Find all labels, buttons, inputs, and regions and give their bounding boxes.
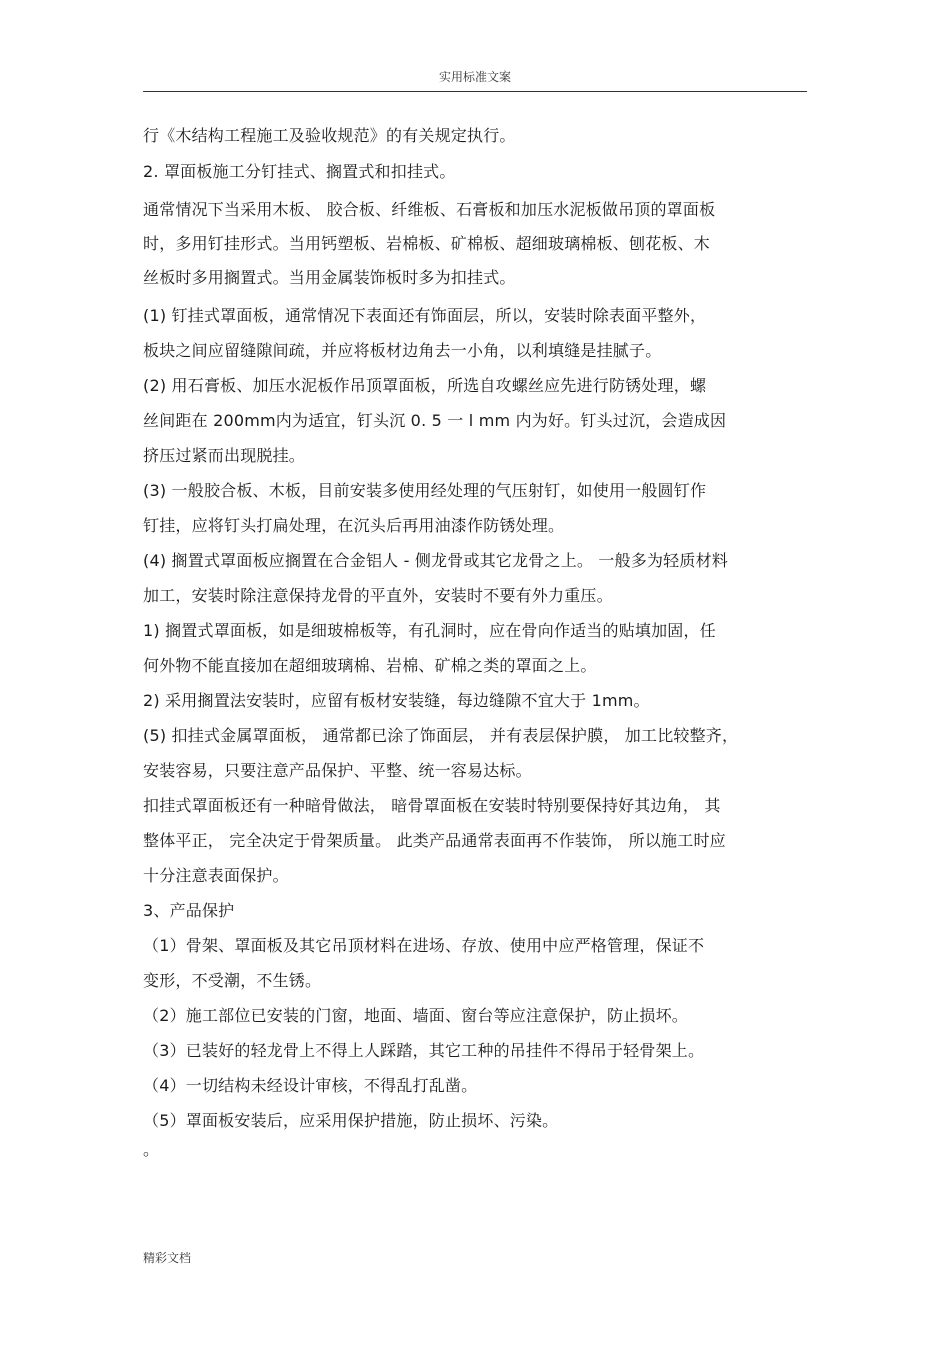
text-line-26: （2）施工部位已安装的门窗，地面、墙面、窗台等应注意保护，防止损坏。: [143, 1006, 688, 1025]
page-header: 实用标准文案: [438, 70, 511, 84]
text-line-17: 2) 采用搁置法安装时，应留有板材安装缝，每边缝隙不宜大于 1mm。: [143, 691, 650, 710]
text-line-29: （5）罩面板安装后，应采用保护措施，防止损坏、污染。: [143, 1111, 559, 1130]
text-line-7: 板块之间应留缝隙间疏，并应将板材边角去一小角，以利填缝是挂腻子。: [143, 341, 662, 360]
text-line-19: 安装容易，只要注意产品保护、平整、统一容易达标。: [143, 761, 532, 780]
text-line-6: (1) 钉挂式罩面板，通常情况下表面还有饰面层，所以，安装时除表面平整外，: [143, 306, 707, 325]
text-line-9: 丝间距在 200mm内为适宜，钉头沉 0. 5 一 l mm 内为好。钉头过沉，会造成因: [143, 411, 727, 430]
text-line-14: 加工，安装时除注意保持龙骨的平直外，安装时不要有外力重压。: [143, 586, 613, 605]
text-line-27: （3）已装好的轻龙骨上不得上人踩踏，其它工种的吊挂件不得吊于轻骨架上。: [143, 1041, 705, 1060]
text-line-10: 挤压过紧而出现脱挂。: [143, 446, 306, 465]
text-line-8: (2) 用石膏板、加压水泥板作吊顶罩面板，所选自攻螺丝应先进行防锈处理，螺: [143, 376, 707, 395]
text-line-4: 时，多用钉挂形式。当用钙塑板、岩棉板、矿棉板、超细玻璃棉板、刨花板、木: [143, 234, 711, 253]
section-heading-product-protection: 3、产品保护: [143, 901, 235, 920]
page-footer: 精彩文档: [143, 1251, 192, 1265]
text-line-13: (4) 搁置式罩面板应搁置在合金铝人 - 侧龙骨或其它龙骨之上。 一般多为轻质材料: [143, 551, 728, 570]
text-line-24: （1）骨架、罩面板及其它吊顶材料在进场、存放、使用中应严格管理，保证不: [143, 936, 705, 955]
text-line-2: 2. 罩面板施工分钉挂式、搁置式和扣挂式。: [143, 162, 456, 181]
text-line-20: 扣挂式罩面板还有一种暗骨做法， 暗骨罩面板在安装时特别要保持好其边角， 其: [143, 796, 721, 815]
text-line-28: （4）一切结构未经设计审核，不得乱打乱凿。: [143, 1076, 478, 1095]
text-line-21: 整体平正， 完全决定于骨架质量。 此类产品通常表面再不作装饰， 所以施工时应: [143, 831, 726, 850]
text-line-5: 丝板时多用搁置式。当用金属装饰板时多为扣挂式。: [143, 268, 516, 287]
document-body: [143, 126, 813, 1160]
header-divider: [143, 91, 807, 92]
text-line-12: 钉挂，应将钉头打扁处理，在沉头后再用油漆作防锈处理。: [143, 516, 565, 535]
text-line-3: 通常情况下当采用木板、 胶合板、纤维板、石膏板和加压水泥板做吊顶的罩面板: [143, 200, 716, 219]
text-line-1: 行《木结构工程施工及验收规范》的有关规定执行。: [143, 126, 516, 145]
text-line-16: 何外物不能直接加在超细玻璃棉、岩棉、矿棉之类的罩面之上。: [143, 656, 597, 675]
text-line-30: 。: [143, 1140, 160, 1159]
text-line-18: (5) 扣挂式金属罩面板， 通常都已涂了饰面层， 并有表层保护膜， 加工比较整齐，: [143, 726, 739, 745]
text-line-11: (3) 一般胶合板、木板，目前安装多使用经处理的气压射钉，如使用一般圆钉作: [143, 481, 707, 500]
text-line-15: 1) 搁置式罩面板，如是细玻棉板等，有孔洞时，应在骨向作适当的贴填加固，任: [143, 621, 716, 640]
text-line-22: 十分注意表面保护。: [143, 866, 289, 885]
text-line-25: 变形，不受潮，不生锈。: [143, 971, 322, 990]
